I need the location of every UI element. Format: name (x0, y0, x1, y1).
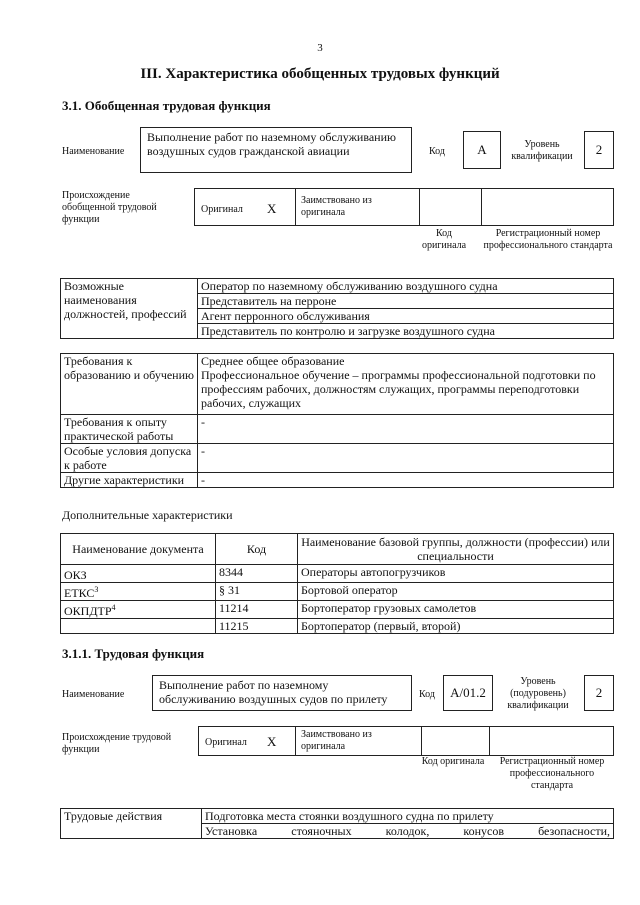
s31-original-mark: X (267, 201, 277, 216)
s31-code-original-label: Код оригинала (421, 228, 467, 251)
s311-level-label: Уровень (подуровень) квалификации (507, 676, 569, 711)
req-experience-label: Требования к опыту практической работы (61, 415, 198, 444)
section-title: III. Характеристика обобщенных трудовых функций (140, 66, 500, 82)
s311-origin-label: Происхождение трудовой функции (62, 732, 172, 755)
req-experience-value: - (198, 415, 614, 444)
s311-reg-number-label: Регистрационный номер профессионального стандарта (499, 756, 605, 791)
divider (481, 189, 482, 225)
position-item: Оператор по наземному обслуживанию воздушного судна (198, 279, 614, 294)
action-word: колодок, (385, 824, 430, 838)
code-cell: 11214 (216, 601, 298, 619)
page-number: 3 (317, 42, 323, 54)
doc-cell: ОКПДТР$^4$ (61, 601, 216, 619)
divider (295, 189, 296, 225)
req-education-value (198, 354, 614, 415)
s31-level-label: Уровень квалификации (511, 139, 573, 162)
divider (421, 727, 422, 755)
action-item: Подготовка места стоянки воздушного судна по прилету (202, 809, 614, 824)
action-word: безопасности, (538, 824, 610, 838)
action-word: Установка (205, 824, 258, 838)
req-other-value: - (198, 473, 614, 488)
name-cell: Бортовой оператор (298, 583, 614, 601)
s31-code-label: Код (429, 146, 445, 157)
s31-reg-number-label: Регистрационный номер профессионального стандарта (483, 228, 613, 251)
positions-table (60, 278, 614, 339)
s311-name-value: Выполнение работ по наземному обслуживанию воздушных судов по прилету (152, 675, 412, 711)
action-word: конусов (463, 824, 505, 838)
actions-table (60, 808, 614, 839)
s31-origin-table (194, 188, 614, 226)
divider (419, 189, 420, 225)
s311-code-original-label: Код оригинала (421, 756, 485, 767)
req-education-label: Требования к образованию и обучению (61, 354, 198, 415)
doc-cell: ОКЗ (61, 565, 216, 583)
name-cell: Операторы автопогрузчиков (298, 565, 614, 583)
s311-origin-table (198, 726, 614, 756)
s31-level-value: 2 (584, 131, 614, 169)
s311-heading: 3.1.1. Трудовая функция (62, 646, 205, 661)
requirements-table (60, 353, 614, 488)
additional-heading: Дополнительные характеристики (62, 508, 233, 522)
col-code-header: Код (216, 534, 298, 565)
col-doc-header: Наименование документа (61, 534, 216, 565)
s31-heading: 3.1. Обобщенная трудовая функция (62, 98, 271, 113)
req-admission-label: Особые условия допуска к работе (61, 444, 198, 473)
position-item: Представитель на перроне (198, 294, 614, 309)
action-item (202, 824, 614, 839)
action-word: стояночных (291, 824, 352, 838)
additional-table (60, 533, 614, 634)
positions-label: Возможные наименования должностей, профессий (61, 279, 198, 339)
req-education-line: Профессиональное обучение – программы профессиональной подготовки по профессиям рабочих, должностям служащих, программы переподготовки рабочих, служащих (201, 368, 596, 410)
s31-borrowed-label: Заимствовано из оригинала (301, 195, 372, 218)
code-cell: 8344 (216, 565, 298, 583)
actions-label: Трудовые действия (61, 809, 202, 839)
name-cell: Бортоператор грузовых самолетов (298, 601, 614, 619)
s311-original-label: Оригинал (205, 737, 247, 748)
code-cell: 11215 (216, 619, 298, 634)
s311-borrowed-label: Заимствовано из оригинала (301, 729, 372, 752)
col-name-header: Наименование базовой группы, должности (профессии) или специальности (298, 534, 614, 565)
s31-code-value: A (463, 131, 501, 169)
s311-name-label: Наименование (62, 689, 125, 700)
s311-code-label: Код (419, 689, 435, 700)
position-item: Агент перронного обслуживания (198, 309, 614, 324)
name-cell: Бортоператор (первый, второй) (298, 619, 614, 634)
position-item: Представитель по контролю и загрузке воздушного судна (198, 324, 614, 339)
s31-name-label: Наименование (62, 146, 125, 157)
s31-name-value: Выполнение работ по наземному обслуживанию воздушных судов гражданской авиации (140, 127, 412, 173)
req-admission-value: - (198, 444, 614, 473)
divider (489, 727, 490, 755)
doc-cell (61, 619, 216, 634)
req-other-label: Другие характеристики (61, 473, 198, 488)
s311-level-value: 2 (584, 675, 614, 711)
s31-original-label: Оригинал (201, 204, 243, 215)
s31-origin-label: Происхождение обобщенной трудовой функции (62, 190, 157, 225)
s311-original-mark: X (267, 734, 277, 749)
doc-cell: ЕТКС$^3$ (61, 583, 216, 601)
req-education-line: Среднее общее образование (201, 354, 345, 368)
divider (295, 727, 296, 755)
s311-code-value: A/01.2 (443, 675, 493, 711)
code-cell: § 31 (216, 583, 298, 601)
